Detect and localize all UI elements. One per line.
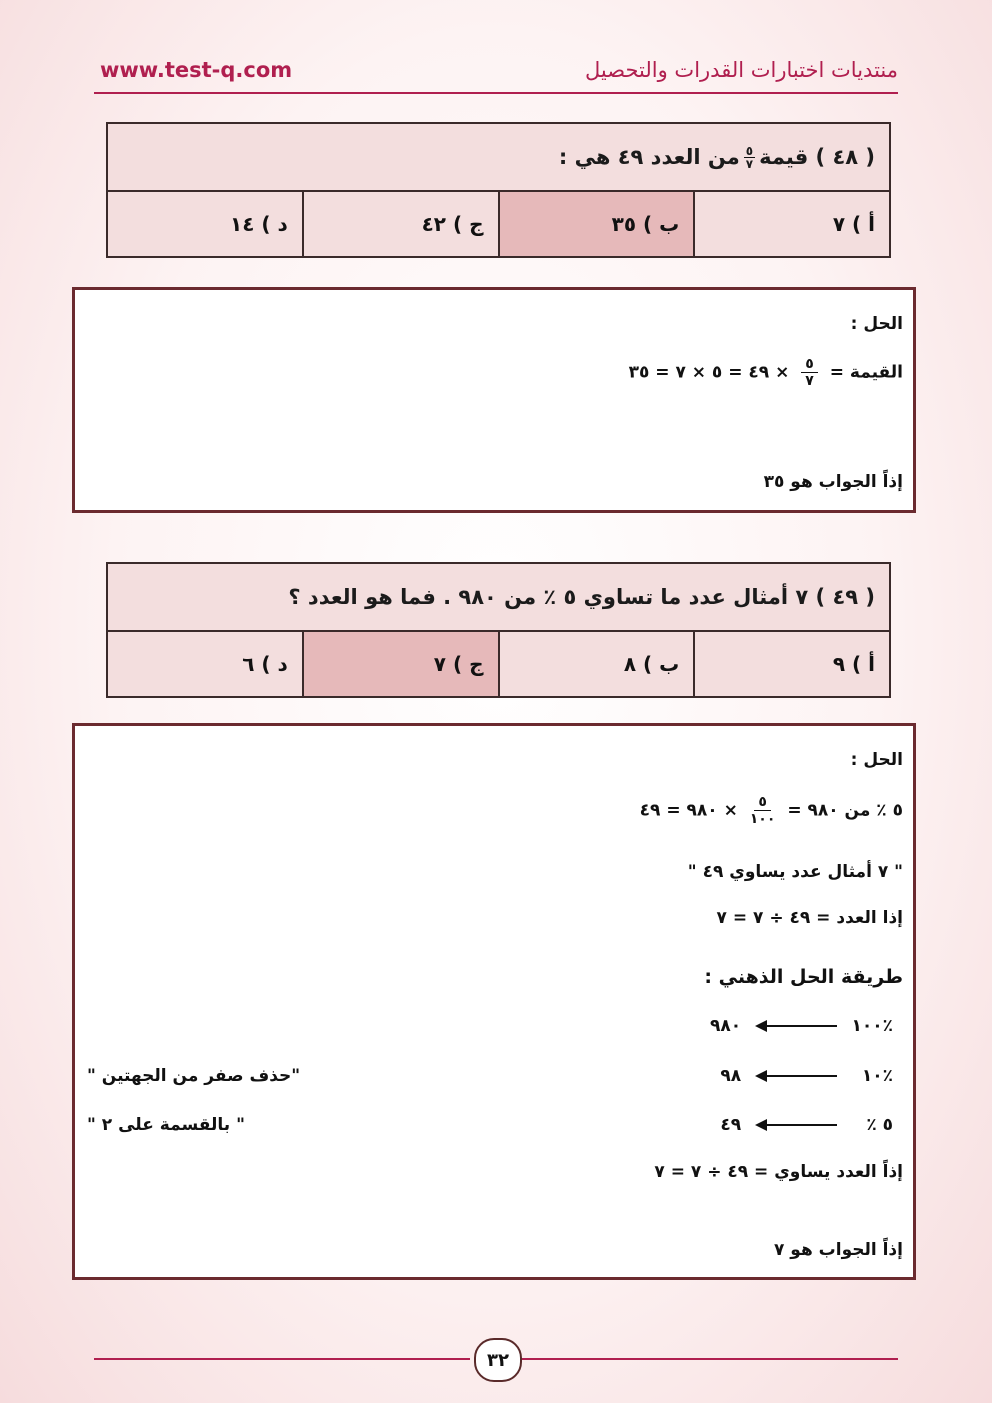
question-49-box — [106, 562, 891, 698]
mental-row-3-note: " بالقسمة على ٢ " — [87, 1115, 245, 1135]
row-value: ٩٨٠ — [710, 1016, 742, 1036]
footer-divider-right — [522, 1358, 898, 1360]
row-percent: ٪١٠ — [861, 1066, 893, 1086]
option-d[interactable]: د ) ١٤ — [229, 212, 288, 236]
mental-method-heading: طريقة الحل الذهني : — [704, 966, 903, 988]
row-percent: ٪١٠٠ — [851, 1016, 893, 1036]
arrow-icon — [757, 1124, 837, 1126]
footer-divider-left — [94, 1358, 470, 1360]
line1-lhs: القيمة = — [829, 362, 903, 383]
question-48-options — [108, 192, 889, 256]
solution-49-box — [72, 723, 916, 1280]
solution-48-answer: إذاً الجواب هو ٣٥ — [763, 472, 903, 492]
arrow-icon — [757, 1075, 837, 1077]
option-b-correct[interactable]: ب ) ٣٥ — [498, 192, 694, 256]
option-a[interactable]: أ ) ٧ — [693, 192, 889, 256]
option-d[interactable]: د ) ٦ — [242, 652, 288, 676]
question-48-text — [108, 124, 889, 192]
arrow-icon — [757, 1025, 837, 1027]
solution-49-line3: إذا العدد = ٤٩ ÷ ٧ = ٧ — [716, 908, 903, 928]
mental-row-2 — [720, 1066, 893, 1086]
option-a[interactable]: أ ) ٩ — [693, 632, 889, 696]
fraction-numerator: ٥ — [745, 143, 754, 158]
solution-48-heading: الحل : — [850, 314, 903, 334]
question-48-box — [106, 122, 891, 258]
solution-48-box — [72, 287, 916, 513]
question-48-prefix: ( ٤٨ ) قيمة — [759, 145, 875, 169]
option-c[interactable]: ج ) ٤٢ — [302, 192, 498, 256]
line1-rhs: × ٩٨٠ = ٤٩ — [639, 800, 738, 821]
option-b[interactable]: ب ) ٨ — [498, 632, 694, 696]
fraction-numerator: ٥ — [801, 356, 818, 373]
question-49-options — [108, 632, 889, 696]
solution-48-line1 — [629, 356, 903, 389]
row-value: ٩٨ — [720, 1066, 742, 1086]
line1-lhs: ٥ ٪ من ٩٨٠ = — [787, 800, 903, 821]
solution-49-heading: الحل : — [850, 750, 903, 770]
question-49-text: ( ٤٩ ) ٧ أمثال عدد ما تساوي ٥ ٪ من ٩٨٠ . فما هو العدد ؟ — [108, 564, 889, 632]
solution-49-fraction — [750, 794, 776, 827]
mental-row-3 — [720, 1115, 893, 1135]
fraction-numerator: ٥ — [754, 794, 771, 811]
row-percent: ٥ ٪ — [866, 1115, 893, 1135]
option-c-correct[interactable]: ج ) ٧ — [302, 632, 498, 696]
solution-48-fraction — [801, 356, 818, 389]
header-divider — [94, 92, 898, 94]
fraction-denominator: ٧ — [745, 156, 754, 171]
page-number: ٣٢ — [474, 1338, 522, 1382]
fraction-denominator: ١٠٠ — [749, 811, 776, 827]
solution-49-line1 — [640, 794, 903, 827]
fraction-denominator: ٧ — [805, 373, 814, 389]
question-48-fraction — [744, 145, 755, 170]
forum-title: منتديات اختبارات القدرات والتحصيل — [585, 58, 898, 82]
solution-49-answer: إذاً الجواب هو ٧ — [773, 1240, 903, 1260]
solution-49-line4: إذاً العدد يساوي = ٤٩ ÷ ٧ = ٧ — [654, 1162, 903, 1182]
mental-row-2-note: "حذف صفر من الجهتين " — [87, 1066, 301, 1086]
site-url[interactable]: www.test-q.com — [100, 58, 293, 82]
mental-row-1 — [710, 1016, 893, 1036]
question-48-suffix: من العدد ٤٩ هي : — [558, 145, 740, 169]
line1-rhs: × ٤٩ = ٥ × ٧ = ٣٥ — [628, 362, 790, 383]
row-value: ٤٩ — [720, 1115, 742, 1135]
solution-49-line2: " ٧ أمثال عدد يساوي ٤٩ " — [687, 862, 903, 882]
